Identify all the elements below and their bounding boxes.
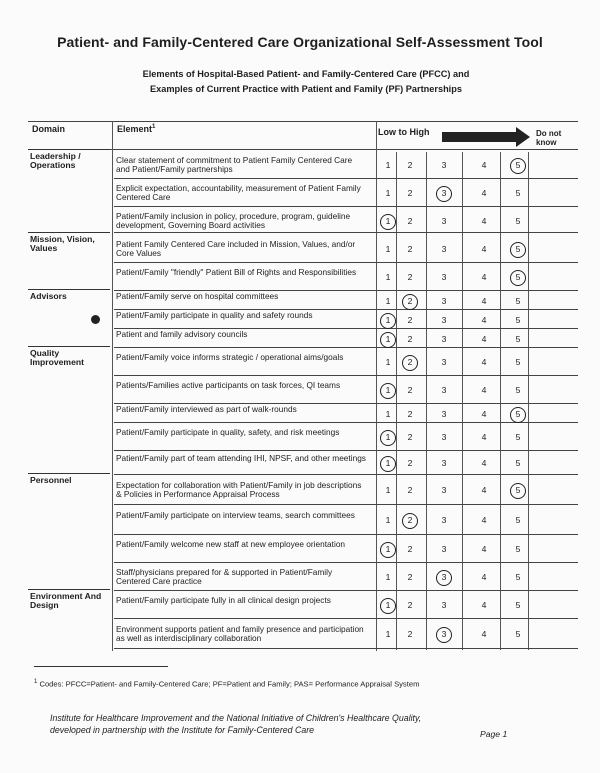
scale-value-1: 1 <box>385 515 391 525</box>
scale-value-4: 4 <box>481 629 487 639</box>
header-element <box>117 124 155 134</box>
scale-value-4: 4 <box>481 216 487 226</box>
domain-rule <box>28 346 110 347</box>
scale-value-2: 2 <box>407 629 413 639</box>
domain-rule <box>28 149 110 150</box>
scale-value-5: 5 <box>515 244 521 254</box>
scale-value-3: 3 <box>441 272 447 282</box>
scale-value-4: 4 <box>481 600 487 610</box>
rating-circle <box>402 513 418 529</box>
scale-value-4: 4 <box>481 334 487 344</box>
scale-value-2: 2 <box>407 515 413 525</box>
scale-value-2: 2 <box>407 357 413 367</box>
row-rule <box>114 375 578 376</box>
domain-rule <box>28 289 110 290</box>
scale-value-4: 4 <box>481 572 487 582</box>
rating-circle <box>380 313 396 329</box>
row-rule <box>114 422 578 423</box>
row-element: Patient and family advisory councils <box>116 329 248 339</box>
scale-value-5: 5 <box>515 385 521 395</box>
scale-value-5: 5 <box>515 315 521 325</box>
scale-value-1: 1 <box>385 188 391 198</box>
rating-circle <box>380 214 396 230</box>
footnote-text: Codes: PFCC=Patient- and Family-Centered Care; PF=Patient and Family; PAS= Performance Appraisal System <box>39 679 420 689</box>
scale-value-5: 5 <box>515 544 521 554</box>
scale-value-5: 5 <box>515 600 521 610</box>
scale-value-5: 5 <box>515 515 521 525</box>
subtitle-line-1: Elements of Hospital-Based Patient- and Family-Centered Care (PFCC) and <box>142 69 470 79</box>
scale-value-4: 4 <box>481 458 487 468</box>
row-rule <box>114 504 578 505</box>
scale-column-divider-5 <box>528 152 529 650</box>
scale-arrow-shaft <box>442 132 518 142</box>
scale-value-2: 2 <box>407 272 413 282</box>
scale-value-4: 4 <box>481 188 487 198</box>
scale-value-3: 3 <box>441 385 447 395</box>
scale-value-1: 1 <box>385 272 391 282</box>
scale-value-1: 1 <box>385 315 391 325</box>
row-rule <box>114 347 578 348</box>
scale-value-2: 2 <box>407 334 413 344</box>
scale-value-1: 1 <box>385 357 391 367</box>
domain-label: Mission, Vision, Values <box>30 234 95 253</box>
header-element-footnote-mark: 1 <box>152 124 156 130</box>
rating-circle <box>510 407 526 423</box>
rating-circle <box>380 456 396 472</box>
scale-value-5: 5 <box>515 409 521 419</box>
footnote-rule <box>34 666 168 667</box>
domain-rule <box>28 232 110 233</box>
row-element: Patient/Family participate fully in all clinical design projects <box>116 595 331 605</box>
footer-line-2: developed in partnership with the Institute for Family-Centered Care <box>50 725 315 735</box>
row-element: Patient/Family serve on hospital committees <box>116 291 279 301</box>
row-rule <box>114 648 578 649</box>
domain-label: Environment And Design <box>30 591 102 610</box>
scale-value-2: 2 <box>407 544 413 554</box>
scale-value-5: 5 <box>515 272 521 282</box>
scale-value-4: 4 <box>481 515 487 525</box>
scale-value-3: 3 <box>441 432 447 442</box>
scale-value-2: 2 <box>407 296 413 306</box>
row-element: Patient/Family interviewed as part of walk-rounds <box>116 404 297 414</box>
scale-column-divider-1 <box>396 152 397 650</box>
rating-circle <box>510 242 526 258</box>
row-rule <box>114 590 578 591</box>
scale-value-5: 5 <box>515 572 521 582</box>
scale-value-3: 3 <box>441 334 447 344</box>
scale-value-1: 1 <box>385 296 391 306</box>
scale-value-5: 5 <box>515 160 521 170</box>
scale-value-1: 1 <box>385 216 391 226</box>
header-domain: Domain <box>32 124 66 134</box>
rating-circle <box>510 270 526 286</box>
scale-value-3: 3 <box>441 160 447 170</box>
scale-value-4: 4 <box>481 544 487 554</box>
row-rule <box>114 450 578 451</box>
row-element: Environment supports patient and family presence and participation as well as interdisciplinary collaboration <box>116 624 364 643</box>
scale-value-3: 3 <box>441 629 447 639</box>
scale-value-3: 3 <box>441 357 447 367</box>
scale-value-2: 2 <box>407 244 413 254</box>
scale-value-2: 2 <box>407 385 413 395</box>
scale-value-2: 2 <box>407 485 413 495</box>
scale-column-divider-3 <box>462 152 463 650</box>
scale-value-3: 3 <box>441 544 447 554</box>
domain-rule <box>28 589 110 590</box>
domain-label: Leadership / Operations <box>30 151 81 170</box>
row-element: Expectation for collaboration with Patient/Family in job descriptions & Policies in Performance Appraisal Process <box>116 480 362 499</box>
rating-circle <box>380 430 396 446</box>
rating-circle <box>380 332 396 348</box>
scale-value-4: 4 <box>481 409 487 419</box>
subtitle-line-2: Examples of Current Practice with Patient and Family (PF) Partnerships <box>150 84 462 94</box>
scale-value-1: 1 <box>385 334 391 344</box>
scale-value-3: 3 <box>441 515 447 525</box>
rating-circle <box>402 294 418 310</box>
scale-value-2: 2 <box>407 572 413 582</box>
scale-value-2: 2 <box>407 432 413 442</box>
scale-value-3: 3 <box>441 485 447 495</box>
rating-circle <box>402 355 418 371</box>
scale-value-3: 3 <box>441 315 447 325</box>
scale-value-2: 2 <box>407 216 413 226</box>
scale-value-2: 2 <box>407 600 413 610</box>
row-element: Patient Family Centered Care included in Mission, Values, and/or Core Values <box>116 239 356 258</box>
scale-value-5: 5 <box>515 188 521 198</box>
scale-value-1: 1 <box>385 409 391 419</box>
scale-value-1: 1 <box>385 432 391 442</box>
rating-circle <box>436 186 452 202</box>
row-rule <box>114 262 578 263</box>
domain-label: Quality Improvement <box>30 348 84 367</box>
header-element-label: Element <box>117 124 153 134</box>
scale-value-1: 1 <box>385 385 391 395</box>
scale-column-divider-0 <box>376 121 377 651</box>
scale-value-5: 5 <box>515 296 521 306</box>
scale-value-4: 4 <box>481 357 487 367</box>
table-header-rule <box>28 149 578 150</box>
scale-value-5: 5 <box>515 629 521 639</box>
row-element: Patient/Family participate in quality and safety rounds <box>116 310 313 320</box>
table-top-rule <box>28 121 578 122</box>
row-element: Patient/Family inclusion in policy, procedure, program, guideline development, Governing Board activities <box>116 211 351 230</box>
domain-label: Personnel <box>30 475 72 485</box>
row-rule <box>114 534 578 535</box>
scale-value-1: 1 <box>385 572 391 582</box>
footnote-codes <box>34 679 419 689</box>
scale-value-3: 3 <box>441 188 447 198</box>
scale-column-divider-2 <box>426 152 427 650</box>
row-element: Clear statement of commitment to Patient Family Centered Care and Patient/Family partnerships <box>116 155 353 174</box>
scale-value-1: 1 <box>385 629 391 639</box>
scale-value-2: 2 <box>407 409 413 419</box>
scale-value-5: 5 <box>515 216 521 226</box>
scale-arrow-head <box>516 127 530 147</box>
row-rule <box>114 178 578 179</box>
scale-value-5: 5 <box>515 485 521 495</box>
scale-value-5: 5 <box>515 432 521 442</box>
rating-circle <box>436 570 452 586</box>
scale-value-3: 3 <box>441 216 447 226</box>
row-element: Patient/Family participate on interview teams, search committees <box>116 510 355 520</box>
scale-value-4: 4 <box>481 485 487 495</box>
document-title: Patient- and Family-Centered Care Organizational Self-Assessment Tool <box>57 34 543 50</box>
scale-column-divider-4 <box>500 152 501 650</box>
header-do-not-know: Do not know <box>536 129 562 147</box>
scale-value-4: 4 <box>481 315 487 325</box>
bullet-mark <box>91 315 100 324</box>
row-element: Patients/Families active participants on task forces, QI teams <box>116 380 341 390</box>
scale-value-1: 1 <box>385 544 391 554</box>
scale-value-3: 3 <box>441 572 447 582</box>
scale-value-3: 3 <box>441 296 447 306</box>
domain-rule <box>28 473 110 474</box>
row-rule <box>114 618 578 619</box>
scale-value-3: 3 <box>441 409 447 419</box>
page-number: Page 1 <box>480 729 508 739</box>
row-rule <box>114 474 578 475</box>
scale-value-2: 2 <box>407 160 413 170</box>
row-element: Patient/Family participate in quality, safety, and risk meetings <box>116 427 340 437</box>
domain-divider <box>112 121 113 651</box>
rating-circle <box>510 483 526 499</box>
scale-value-5: 5 <box>515 357 521 367</box>
scale-value-1: 1 <box>385 160 391 170</box>
row-rule <box>114 206 578 207</box>
scale-value-4: 4 <box>481 244 487 254</box>
scale-value-1: 1 <box>385 485 391 495</box>
rating-circle <box>380 598 396 614</box>
scale-value-5: 5 <box>515 334 521 344</box>
row-element: Explicit expectation, accountability, measurement of Patient Family Centered Care <box>116 183 361 202</box>
row-element: Patient/Family voice informs strategic / operational aims/goals <box>116 352 344 362</box>
row-rule <box>114 562 578 563</box>
scale-value-2: 2 <box>407 315 413 325</box>
scale-value-1: 1 <box>385 458 391 468</box>
scale-value-3: 3 <box>441 244 447 254</box>
footnote-mark: 1 <box>34 679 38 685</box>
scale-value-3: 3 <box>441 458 447 468</box>
scale-value-3: 3 <box>441 600 447 610</box>
row-element: Patient/Family part of team attending IHI, NPSF, and other meetings <box>116 453 366 463</box>
scale-value-4: 4 <box>481 385 487 395</box>
footer-credit <box>50 712 500 736</box>
row-rule <box>114 232 578 233</box>
row-element: Patient/Family "friendly" Patient Bill of Rights and Responsibilities <box>116 267 357 277</box>
scale-value-1: 1 <box>385 244 391 254</box>
domain-label: Advisors <box>30 291 67 301</box>
rating-circle <box>510 158 526 174</box>
scale-value-4: 4 <box>481 296 487 306</box>
row-element: Patient/Family welcome new staff at new employee orientation <box>116 539 346 549</box>
scale-value-2: 2 <box>407 458 413 468</box>
rating-circle <box>436 627 452 643</box>
footer-line-1: Institute for Healthcare Improvement and the National Initiative of Children's Healthcare Quality, <box>50 713 422 723</box>
scale-value-4: 4 <box>481 432 487 442</box>
scale-value-5: 5 <box>515 458 521 468</box>
rating-circle <box>380 542 396 558</box>
scale-value-1: 1 <box>385 600 391 610</box>
rating-circle <box>380 383 396 399</box>
scale-value-2: 2 <box>407 188 413 198</box>
scale-value-4: 4 <box>481 272 487 282</box>
scale-value-4: 4 <box>481 160 487 170</box>
header-low-to-high: Low to High <box>378 127 430 137</box>
row-element: Staff/physicians prepared for & supported in Patient/Family Centered Care practice <box>116 567 333 586</box>
